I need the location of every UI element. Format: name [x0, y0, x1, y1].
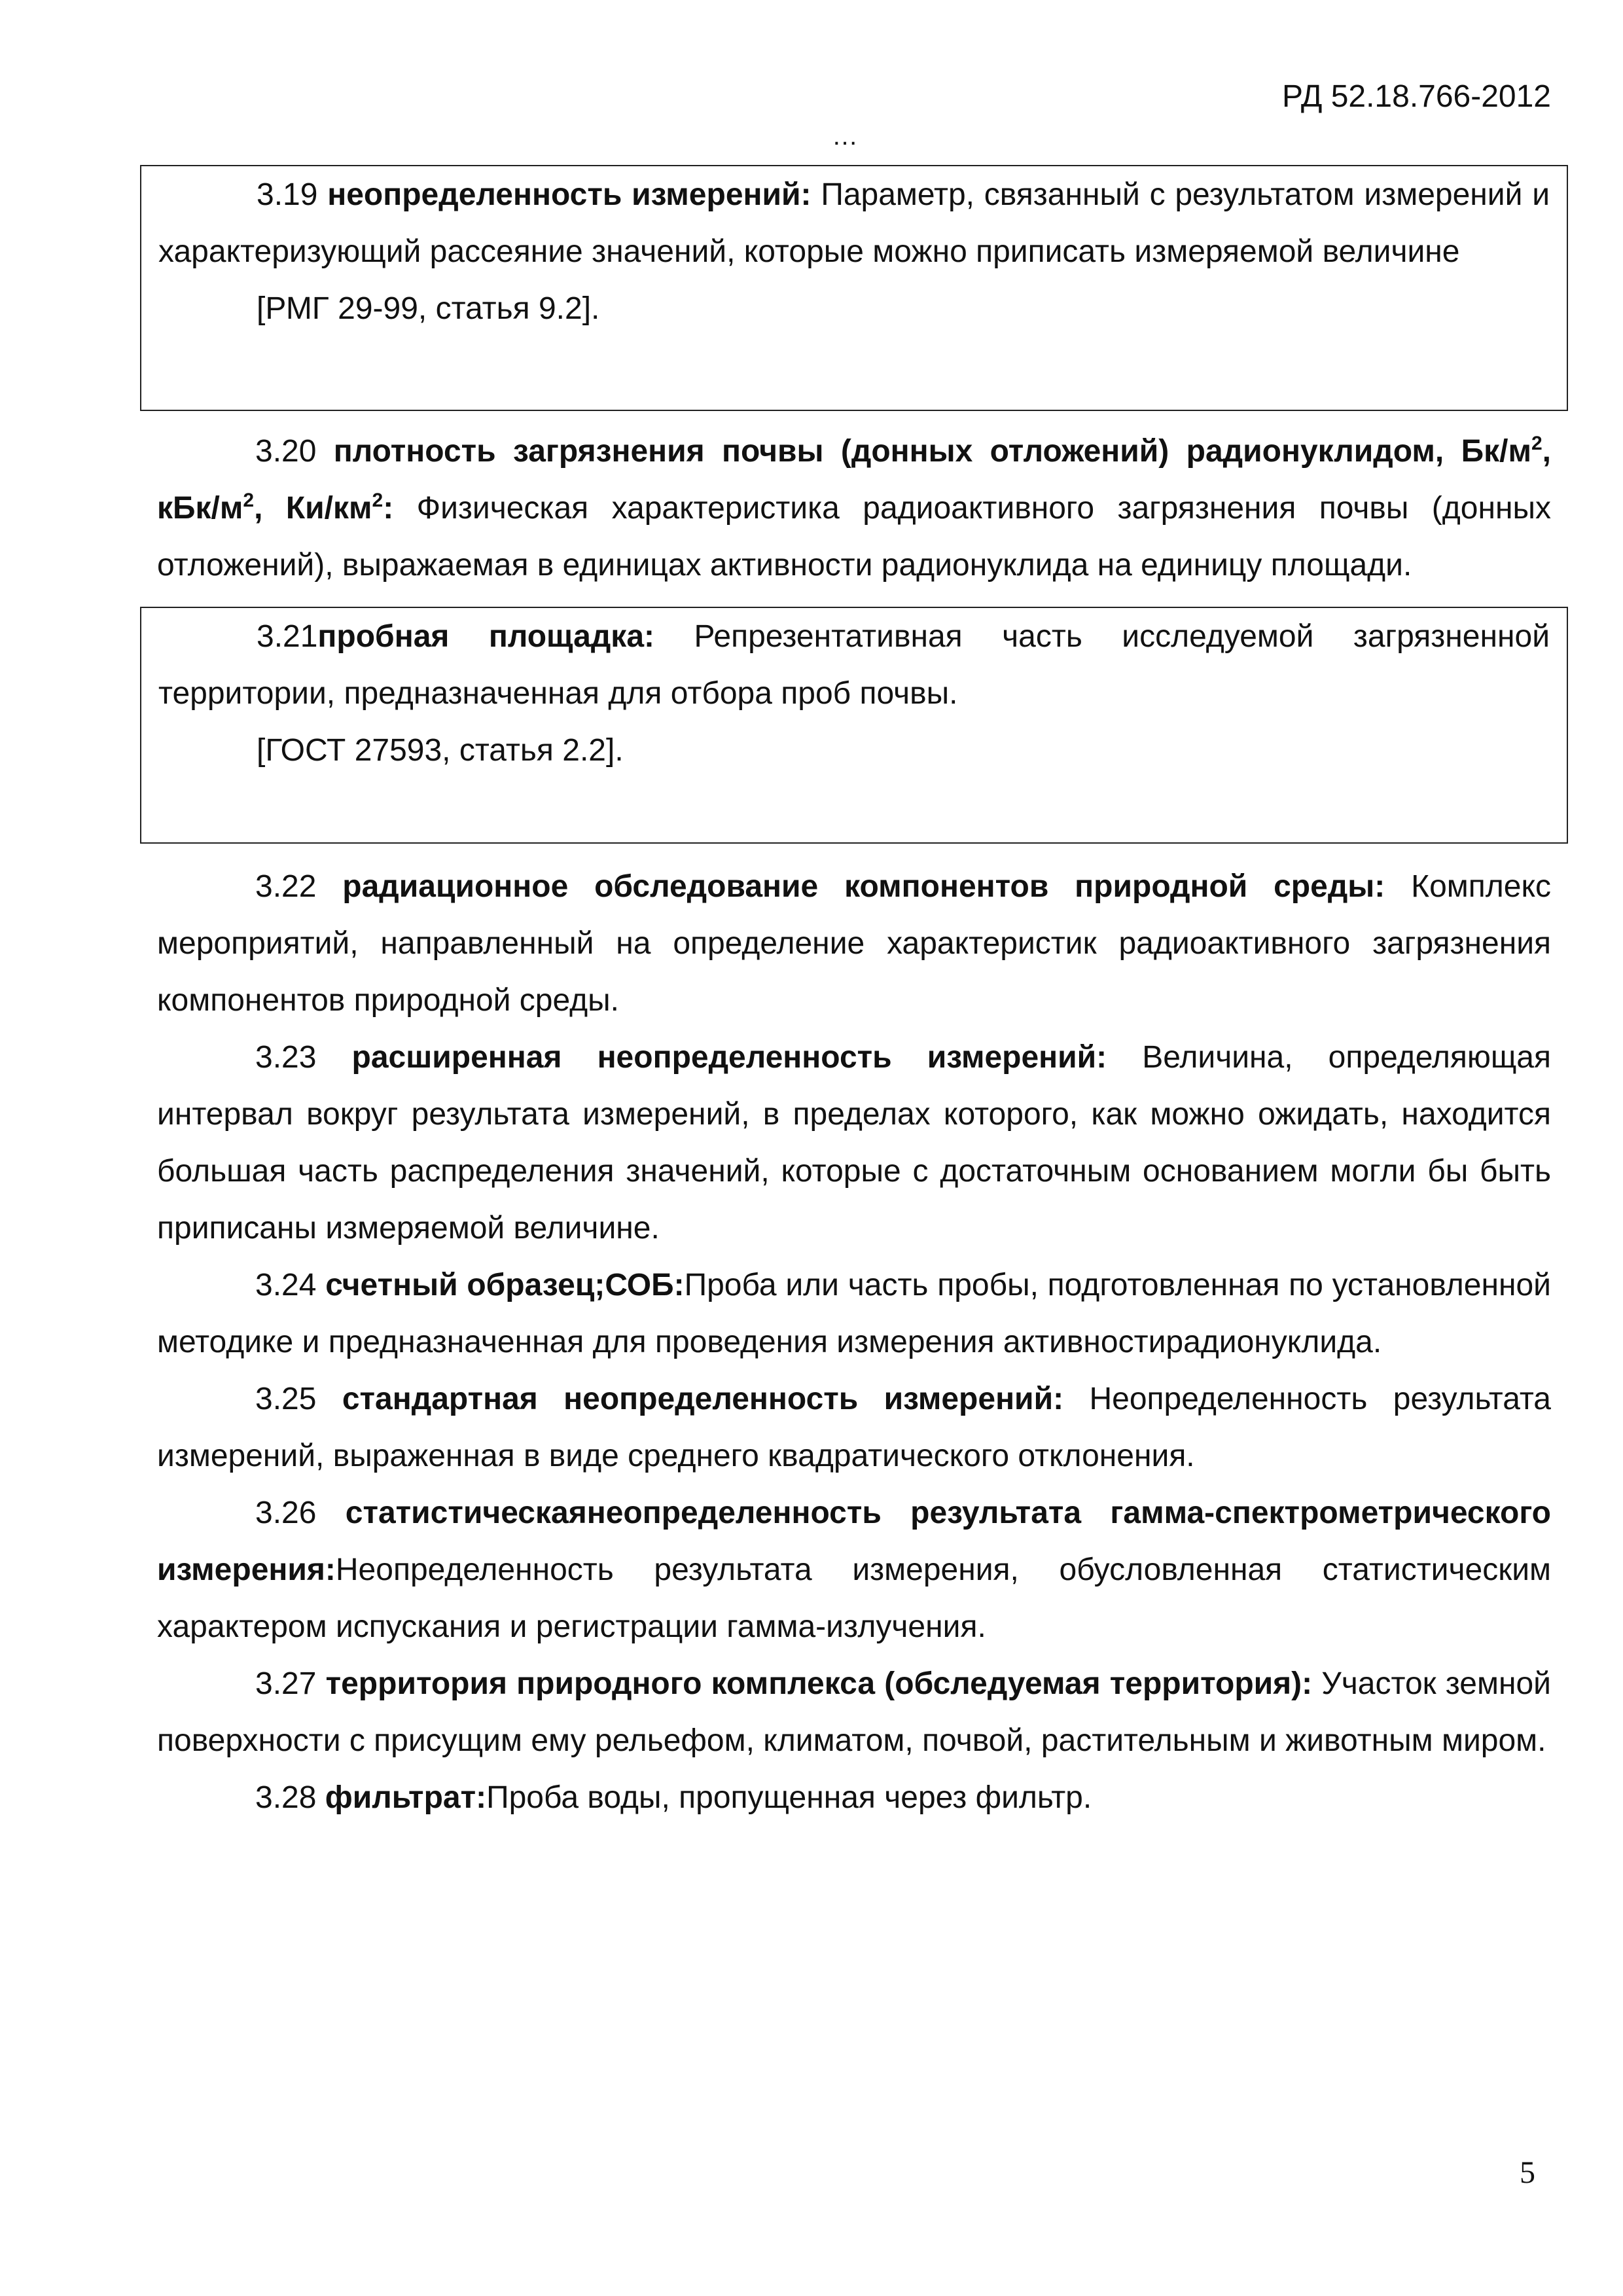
- term-number: 3.20: [255, 434, 317, 469]
- term-reference: [РМГ 29-99, статья 9.2].: [257, 291, 600, 326]
- term-3-23: [157, 1029, 1551, 1257]
- terms-body: [157, 165, 1551, 1826]
- term-definition: Неопределенность результата измерения, обусловленная статистическим характером испускания и регистрации гамма-излучения.: [157, 1552, 1551, 1644]
- term-name: статистическаянеопределенность результата гамма-спектрометрического измерения:: [157, 1496, 1551, 1587]
- term-3-22: [157, 858, 1551, 1029]
- term-3-25: [157, 1371, 1551, 1484]
- superscript: 2: [243, 490, 255, 511]
- term-name-part: , кБк/м: [157, 434, 1551, 526]
- page-number: 5: [1520, 2155, 1535, 2190]
- term-definition: Проба воды, пропущенная через фильтр.: [486, 1780, 1092, 1815]
- term-number: 3.28: [255, 1780, 317, 1815]
- term-definition: Репрезентативная часть исследуемой загрязненной территории, предназначенная для отбора проб почвы.: [158, 619, 1550, 711]
- term-3-21: [158, 608, 1550, 722]
- term-number: 3.19: [257, 177, 318, 212]
- term-definition: Комплекс мероприятий, направленный на определение характеристик радиоактивного загрязнения компонентов природной среды.: [157, 869, 1551, 1018]
- term-box-3-21: [140, 607, 1568, 844]
- term-name: стандартная неопределенность измерений:: [342, 1382, 1064, 1416]
- term-3-27: [157, 1655, 1551, 1769]
- term-number: 3.25: [255, 1382, 317, 1416]
- term-name: неопределенность измерений:: [327, 177, 812, 212]
- term-name: территория природного комплекса (обследуемая территория):: [325, 1666, 1313, 1701]
- term-name: фильтрат:: [325, 1780, 487, 1815]
- term-name-part: , Ки/км: [254, 491, 372, 526]
- term-name: пробная площадка:: [317, 619, 654, 654]
- term-reference: [ГОСТ 27593, статья 2.2].: [257, 733, 624, 768]
- term-3-28: [157, 1769, 1551, 1826]
- term-definition: Величина, определяющая интервал вокруг результата измерений, в пределах которого, как можно ожидать, находится большая часть распределения значений, которые с достаточным основанием могли бы быть приписаны измеряемой величине.: [157, 1040, 1551, 1246]
- term-definition: Проба или часть пробы, подготовленная по установленной методике и предназначенная для проведения измерения активностирадионуклида.: [157, 1268, 1551, 1359]
- term-number: 3.24: [255, 1268, 317, 1302]
- term-3-26: [157, 1484, 1551, 1655]
- term-number: 3.22: [255, 869, 317, 904]
- term-definition: Физическая характеристика радиоактивного загрязнения почвы (донных отложений), выражаемая в единицах активности радионуклида на единицу площади.: [157, 491, 1552, 583]
- term-3-19: [158, 166, 1550, 280]
- term-definition: Неопределенность результата измерений, выраженная в виде среднего квадратического отклонения.: [157, 1382, 1552, 1473]
- term-name-part: плотность загрязнения почвы (донных отложений) радионуклидом, Бк/м: [333, 434, 1531, 469]
- term-number: 3.23: [255, 1040, 317, 1075]
- term-number: 3.21: [257, 619, 318, 654]
- term-number: 3.26: [255, 1496, 317, 1530]
- term-definition: Параметр, связанный с результатом измерений и характеризующий рассеяние значений, которые можно приписать измеряемой величине: [158, 177, 1550, 269]
- term-number: 3.27: [255, 1666, 317, 1701]
- term-name: радиационное обследование компонентов природной среды:: [342, 869, 1385, 904]
- superscript: 2: [372, 490, 383, 511]
- term-3-24: [157, 1257, 1551, 1371]
- term-name: расширенная неопределенность измерений:: [351, 1040, 1107, 1075]
- term-name-part: :: [383, 491, 394, 526]
- term-box-3-19: [140, 165, 1568, 411]
- term-3-20: [157, 423, 1551, 594]
- omission-mark: …: [832, 122, 858, 151]
- document-code: РД 52.18.766-2012: [1282, 79, 1551, 114]
- superscript: 2: [1531, 433, 1543, 454]
- term-name: счетный образец;СОБ:: [325, 1268, 685, 1302]
- term-definition: Участок земной поверхности с присущим ему рельефом, климатом, почвой, растительным и животным миром.: [157, 1666, 1551, 1758]
